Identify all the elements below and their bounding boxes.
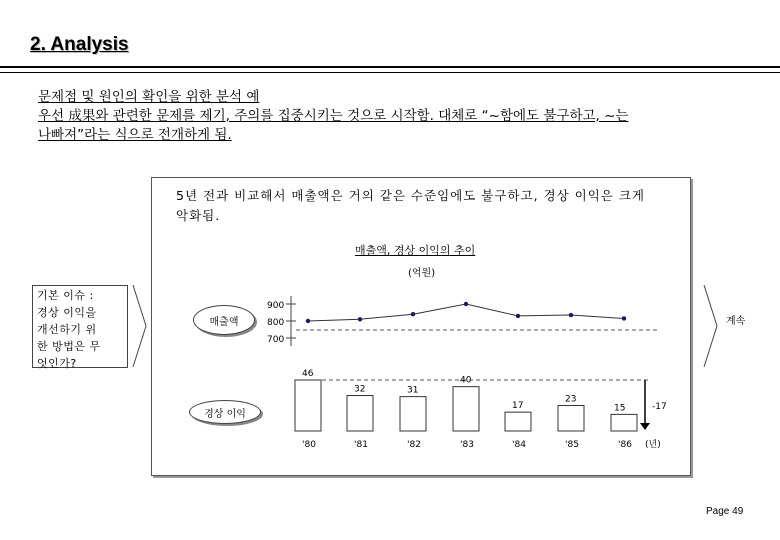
intro-line-2: 우선 成果와 관련한 문제를 제기, 주의를 집중시키는 것으로 시작함. 대체로 “~함에도 불구하고, ~는 — [38, 108, 629, 124]
chart-unit: (억원) — [408, 268, 436, 279]
profit-bar-label: 15 — [614, 403, 626, 414]
sales-point — [306, 319, 310, 323]
profit-bar — [558, 406, 584, 432]
x-category-label: '85 — [565, 440, 579, 450]
profit-bar-label: 23 — [565, 394, 577, 405]
intro-line-1: 문제점 및 원인의 확인을 위한 분석 예 — [38, 89, 260, 105]
issue-line-3: 개선하기 위 — [37, 323, 97, 336]
profit-bar-label: 46 — [302, 369, 314, 379]
profit-bar — [611, 414, 637, 431]
profit-bar-label: 17 — [512, 401, 524, 412]
x-category-label: '82 — [407, 440, 421, 450]
sales-tag: 매출액 — [193, 305, 255, 335]
x-category-label: '81 — [354, 440, 368, 450]
sales-line — [308, 304, 624, 321]
intro-line-3: 나빠져”라는 식으로 전개하게 됨. — [38, 127, 232, 143]
year-unit-label: (년) — [645, 440, 661, 450]
sales-y-tick-label: 800 — [267, 318, 285, 328]
profit-bar — [400, 397, 426, 431]
profit-tag: 경상 이익 — [189, 400, 261, 424]
profit-bar — [453, 387, 479, 431]
x-category-label: '83 — [460, 440, 474, 450]
page-number: Page 49 — [706, 506, 744, 517]
decline-arrow-head — [640, 423, 650, 430]
page-title: 2. Analysis — [30, 34, 129, 55]
continued-label: 계속 — [726, 316, 746, 327]
profit-bar-label: 32 — [354, 384, 366, 395]
x-category-label: '80 — [302, 440, 316, 450]
sales-point — [622, 316, 626, 320]
issue-line-4: 한 방법은 무 — [37, 340, 101, 353]
profit-bar-label: 31 — [407, 385, 419, 396]
profit-bar — [295, 380, 321, 431]
issue-line-1: 기본 이슈 : — [37, 289, 94, 302]
sales-y-tick-label: 900 — [267, 301, 285, 311]
x-category-label: '86 — [618, 440, 632, 450]
sales-point — [516, 314, 520, 318]
sales-point — [358, 317, 362, 321]
profit-bar-label: 40 — [460, 375, 472, 386]
sales-point — [411, 312, 415, 316]
issue-line-2: 경상 이익을 — [37, 306, 97, 319]
issue-line-5: 엇인가? — [37, 357, 77, 370]
profit-bar — [505, 412, 531, 431]
sales-point — [569, 313, 573, 317]
chart-title: 매출액, 경상 이익의 추이 — [355, 244, 476, 257]
profit-bar — [347, 396, 373, 431]
finding-line-1: 5년 전과 비교해서 매출액은 거의 같은 수준임에도 불구하고, 경상 이익은 크게 — [176, 188, 645, 203]
sales-point — [464, 302, 468, 306]
x-category-label: '84 — [512, 440, 526, 450]
sales-y-tick-label: 700 — [267, 335, 285, 345]
finding-line-2: 악화됨. — [176, 208, 221, 223]
decline-annotation: -17 — [652, 402, 667, 412]
